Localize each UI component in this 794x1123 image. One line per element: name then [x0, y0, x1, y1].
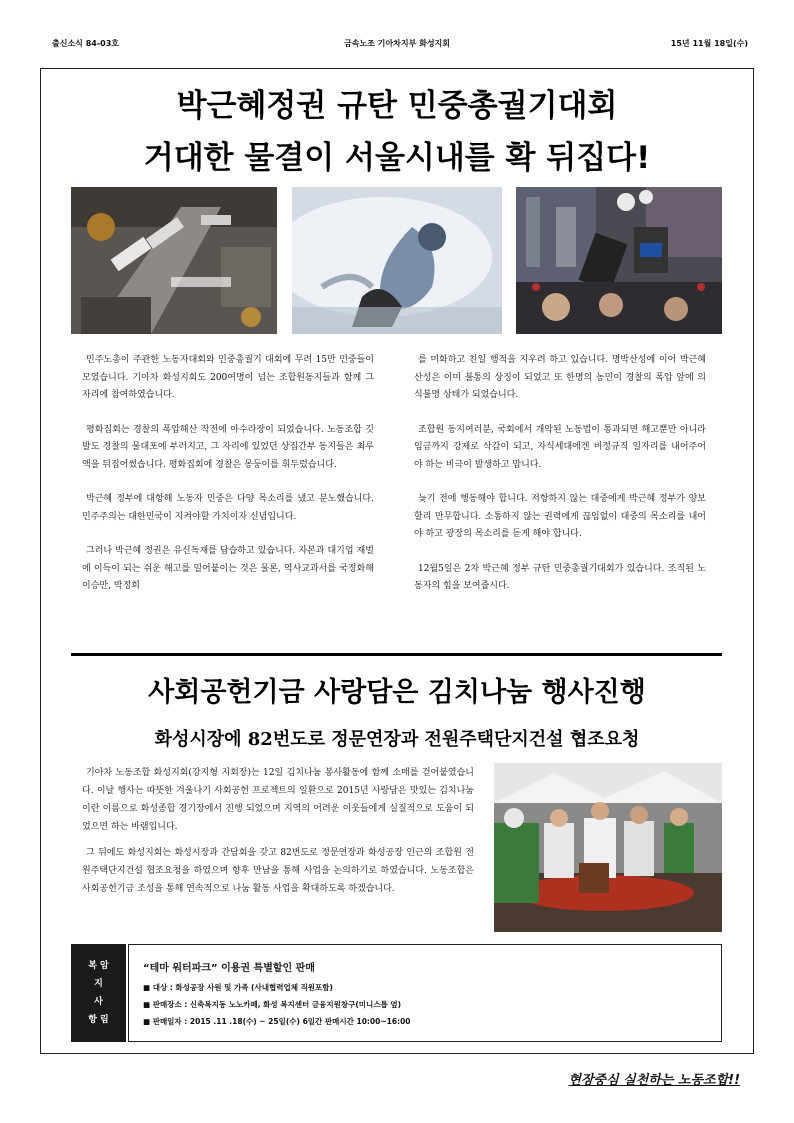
- rally-collage-photo: [516, 187, 722, 334]
- issue-number: 출신소식 84-03호: [52, 39, 120, 48]
- water-cannon-photo: [292, 187, 502, 334]
- issue-date: 15년 11월 18일(수): [670, 39, 748, 48]
- article1-column-right: [414, 352, 706, 613]
- article2-subheadline: 화성시장에 82번도로 정문연장과 전원주택단지건설 협조요청: [154, 729, 640, 750]
- article1-column-left: [82, 352, 374, 613]
- notice-dates: ■ 판매일자 : 2015 .11 .18(수) ~ 25일(수) 6일간 판매시간 10:00~16:00: [143, 1017, 411, 1026]
- section-divider: [71, 653, 722, 656]
- notice-label-line: 항 림: [88, 1015, 109, 1025]
- footer-slogan: 현장중심 실천하는 노동조합!!: [568, 1073, 740, 1088]
- notice-target: ■ 대상 : 화성공장 사원 및 가족 (사내협력업체 직원포함): [143, 983, 333, 992]
- article1-paragraph: 박근혜 정부에 대항해 노동자 민중은 다양 목소리를 냈고 분노했습니다. 민주주의는 대한민국이 지켜야할 가치이자 신념입니다.: [82, 494, 374, 522]
- article1-paragraph: 12월5일은 2차 박근혜 정부 규탄 민중총궐기대회가 있습니다. 조직된 노동자의 힘을 보여줍시다.: [414, 563, 706, 591]
- article2-paragraph: 기아차 노동조합 화성지회(강지형 지회장)는 12일 김치나눔 봉사활동에 함께 소매를 걷어붙였습니다. 이날 행사는 따뜻한 겨울나기 사회공헌 프로젝트의 일환으로 2015년 사랑담은 맛있는 김치나눔이란 이름으로 화성종합 경기장에서 진행 되었으며 지역의 어려운 이웃들에게 실질적으로 도움이 되었으면 하는 바램입니다.: [82, 768, 474, 832]
- notice-box: [128, 944, 722, 1042]
- notice-label-line: 지: [94, 979, 103, 989]
- article1-paragraph: 그러나 박근혜 정권은 유신독재를 답습하고 있습니다. 자본과 대기업 재벌에 이득이 되는 쉬운 해고를 밀어붙이는 것은 물론, 역사교과서를 국정화해 이승만, 박정희: [82, 546, 374, 591]
- article1-paragraph: 평화집회는 경찰의 폭압해산 작전에 아수라장이 되었습니다. 노동조합 깃발도 경찰의 물대포에 부러지고, 그 자리에 있었던 상집간부 동지들은 최루액을 뒤집어썼습니다. 평화집회에 경찰은 몽둥이를 휘두렀습니다.: [82, 424, 374, 470]
- publisher: 금속노조 기아차지부 화성지회: [343, 39, 451, 48]
- article1-headline-2: 거대한 물결이 서울시내를 확 뒤집다!: [143, 140, 651, 176]
- notice-label: [71, 944, 126, 1042]
- article1-paragraph: 늦기 전에 행동해야 합니다. 저항하지 않는 대중에게 박근혜 정부가 양보할리 만무합니다. 소통하지 않는 권력에게 끊임없이 대중의 목소리를 내어야 하고 광장의 목소리를 듣게 해야 합니다.: [414, 494, 706, 539]
- notice-location: ■ 판매장소 : 신축복지동 노노카페, 화성 복지센터 금융지원창구(미니스톱 옆): [143, 1000, 402, 1009]
- notice-label-line: 사: [94, 997, 103, 1007]
- notice-label-line: 복 암: [88, 961, 109, 971]
- rally-aerial-photo: [71, 187, 277, 334]
- article1-paragraph: 조합원 동지여러분, 국회에서 개악된 노동법이 통과되면 해고뿐만 아니라 임금까지 강제로 삭감이 되고, 자식세대에겐 비정규직 일자리를 내어주어야 하는 비극이 발생하고 맙니다.: [414, 424, 706, 470]
- article1-paragraph: 를 미화하고 친일 행적을 지우려 하고 있습니다. 명박산성에 이어 박근혜 산성은 이미 불통의 상징이 되었고 또 한명의 농민이 경찰의 폭압 앞에 의식불명 상태가 되었습니다.: [414, 355, 706, 400]
- article2-body: [82, 764, 474, 906]
- kimchi-event-photo: [494, 763, 722, 932]
- article2-headline: 사회공헌기금 사랑담은 김치나눔 행사진행: [148, 677, 646, 708]
- article2-paragraph: 그 뒤에도 화성지회는 화성시장과 간담회을 갖고 82번도로 정문연장과 화성공장 인근의 조합원 전원주택단지건설 협조요청을 하였으며 향후 만남을 통해 사업을 논의하기로 하였습니다. 노동조합은 사회공헌기금 조성을 통해 연속적으로 나눔 활동 사업을 확대하도록 하겠습니다.: [82, 848, 474, 894]
- article1-paragraph: 민주노총이 주관한 노동자대회와 민중총궐기 대회에 무려 15만 민중들이 모였습니다. 기아차 화성지회도 200여명이 넘는 조합원동지들과 함께 그 자리에 참여하였습니다.: [82, 355, 374, 400]
- notice-title: “테마 워터파크” 이용권 특별할인 판매: [143, 963, 315, 974]
- article1-headline-1: 박근혜정권 규탄 민중총궐기대회: [176, 88, 618, 124]
